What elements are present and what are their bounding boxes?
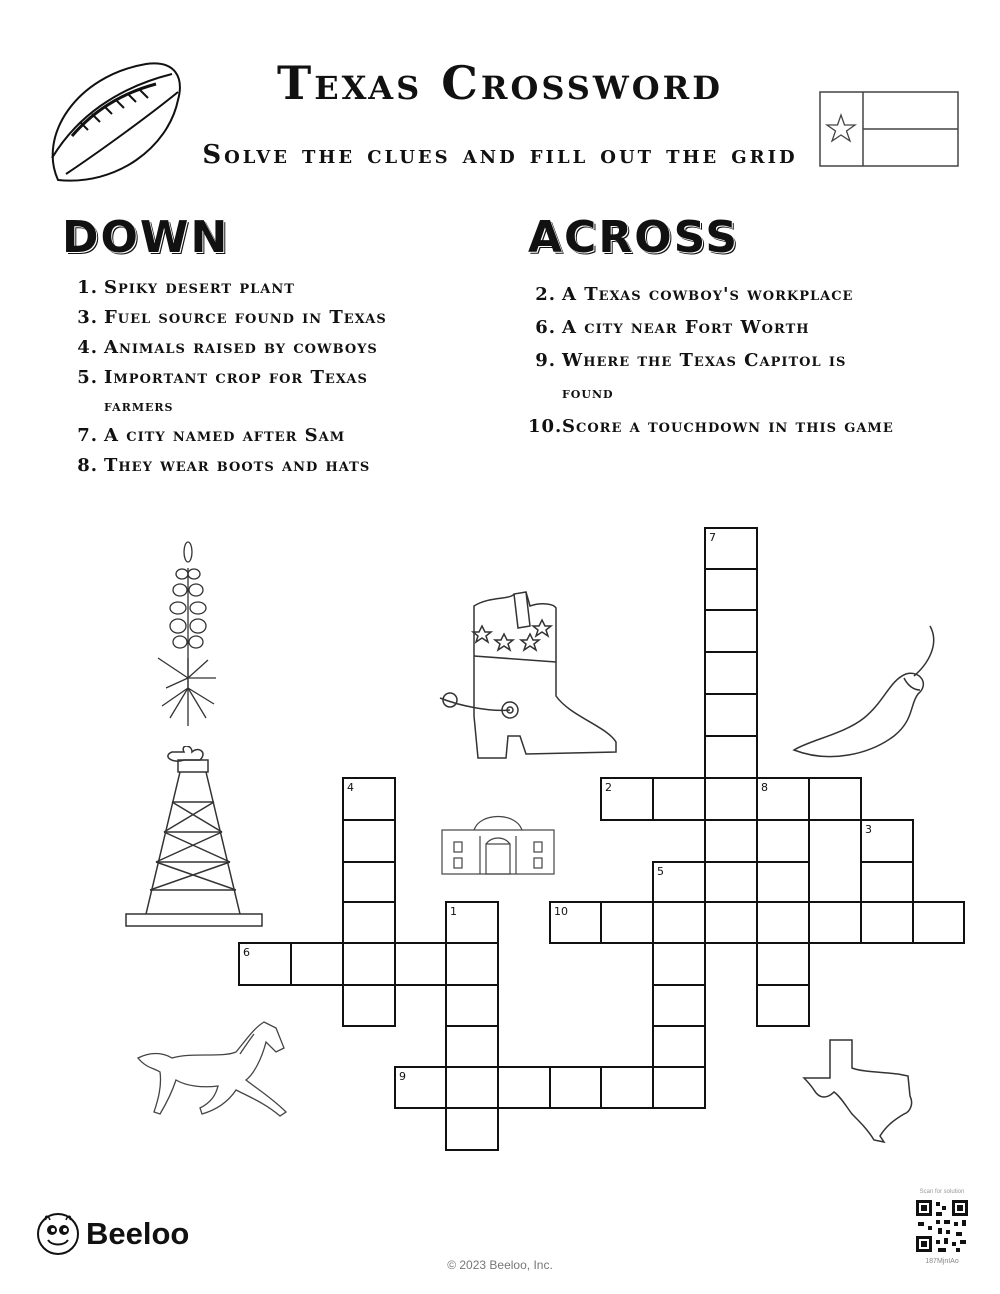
grid-cell-10[interactable] [861, 902, 913, 943]
grid-cell-1[interactable] [446, 1026, 498, 1067]
grid-cell-4[interactable] [343, 862, 395, 902]
across-clue: 6. A city near Fort Worth [535, 317, 810, 338]
grid-number-4: 4 [347, 781, 354, 794]
grid-cell-4[interactable] [343, 902, 395, 943]
grid-number-6: 6 [243, 946, 250, 959]
grid-cell-9[interactable] [550, 1067, 602, 1108]
grid-cell-6[interactable] [446, 943, 498, 985]
grid-cell-7[interactable] [705, 862, 757, 902]
grid-cell-10[interactable] [601, 902, 653, 943]
grid-cell-2[interactable] [653, 778, 705, 820]
grid-number-1: 1 [450, 905, 457, 918]
grid-cell-1[interactable] [446, 1108, 498, 1150]
page-subtitle: Solve the clues and fill out the grid [202, 140, 798, 170]
grid-number-9: 9 [399, 1070, 406, 1083]
brand-name: Beeloo [86, 1216, 190, 1251]
grid-cell-7[interactable] [705, 569, 757, 610]
grid-cell-2[interactable] [705, 778, 757, 820]
grid-cell-8[interactable] [757, 820, 809, 862]
page-title: Texas Crossword [276, 56, 723, 110]
grid-cell-4[interactable] [343, 985, 395, 1026]
grid-cell-4[interactable] [343, 820, 395, 862]
grid-cell-8[interactable] [757, 985, 809, 1026]
grid-cell-5[interactable] [653, 985, 705, 1026]
grid-cell-7[interactable] [705, 736, 757, 778]
grid-cell-7[interactable] [705, 652, 757, 694]
grid-cell-10[interactable] [913, 902, 964, 943]
qr-code-icon[interactable] [916, 1200, 968, 1252]
grid-cell-10[interactable] [653, 902, 705, 943]
grid-cell-6[interactable] [291, 943, 343, 985]
grid-cell-7[interactable] [705, 694, 757, 736]
down-clue: 5. Important crop for Texas farmers [77, 367, 368, 415]
grid-cell-6[interactable] [343, 943, 395, 985]
down-clue: 4. Animals raised by cowboys [77, 337, 378, 358]
grid-cell-1[interactable] [446, 985, 498, 1026]
solution-code: 187MjnIAo [925, 1258, 959, 1265]
across-clue: 10. Score a touchdown in this game [528, 416, 894, 437]
grid-cell-8[interactable] [757, 862, 809, 902]
across-clue: 9. Where the Texas Capitol is found [535, 350, 847, 402]
grid-cell-5[interactable] [653, 943, 705, 985]
scan-label: Scan for solution [919, 1189, 965, 1195]
grid-cell-7[interactable] [705, 820, 757, 862]
grid-cell-7[interactable] [705, 610, 757, 652]
across-heading: ACROSS [528, 212, 740, 263]
down-clue: 8. They wear boots and hats [77, 455, 371, 476]
grid-number-2: 2 [605, 781, 612, 794]
grid-cell-10[interactable] [705, 902, 757, 943]
grid-number-5: 5 [657, 865, 664, 878]
grid-cell-9[interactable] [653, 1067, 705, 1108]
grid-cell-2[interactable] [809, 778, 861, 820]
grid-cell-8[interactable] [757, 943, 809, 985]
grid-cell-9[interactable] [446, 1067, 498, 1108]
down-clue: 7. A city named after Sam [77, 425, 346, 446]
grid-cell-10[interactable] [757, 902, 809, 943]
down-heading: DOWN [62, 212, 230, 263]
grid-cell-10[interactable] [809, 902, 861, 943]
copyright: © 2023 Beeloo, Inc. [447, 1258, 553, 1272]
across-clue: 2. A Texas cowboy's workplace [535, 284, 854, 305]
grid-number-8: 8 [761, 781, 768, 794]
grid-number-10: 10 [554, 905, 568, 918]
grid-number-3: 3 [865, 823, 872, 836]
grid-cell-9[interactable] [601, 1067, 653, 1108]
grid-cell-9[interactable] [498, 1067, 550, 1108]
down-clue: 3. Fuel source found in Texas [77, 307, 387, 328]
grid-cell-3[interactable] [861, 862, 913, 902]
grid-cell-5[interactable] [653, 1026, 705, 1067]
grid-number-7: 7 [709, 531, 716, 544]
beeloo-logo-icon [36, 1212, 80, 1256]
down-clue: 1. Spiky desert plant [77, 277, 295, 298]
grid-cell-6[interactable] [395, 943, 446, 985]
